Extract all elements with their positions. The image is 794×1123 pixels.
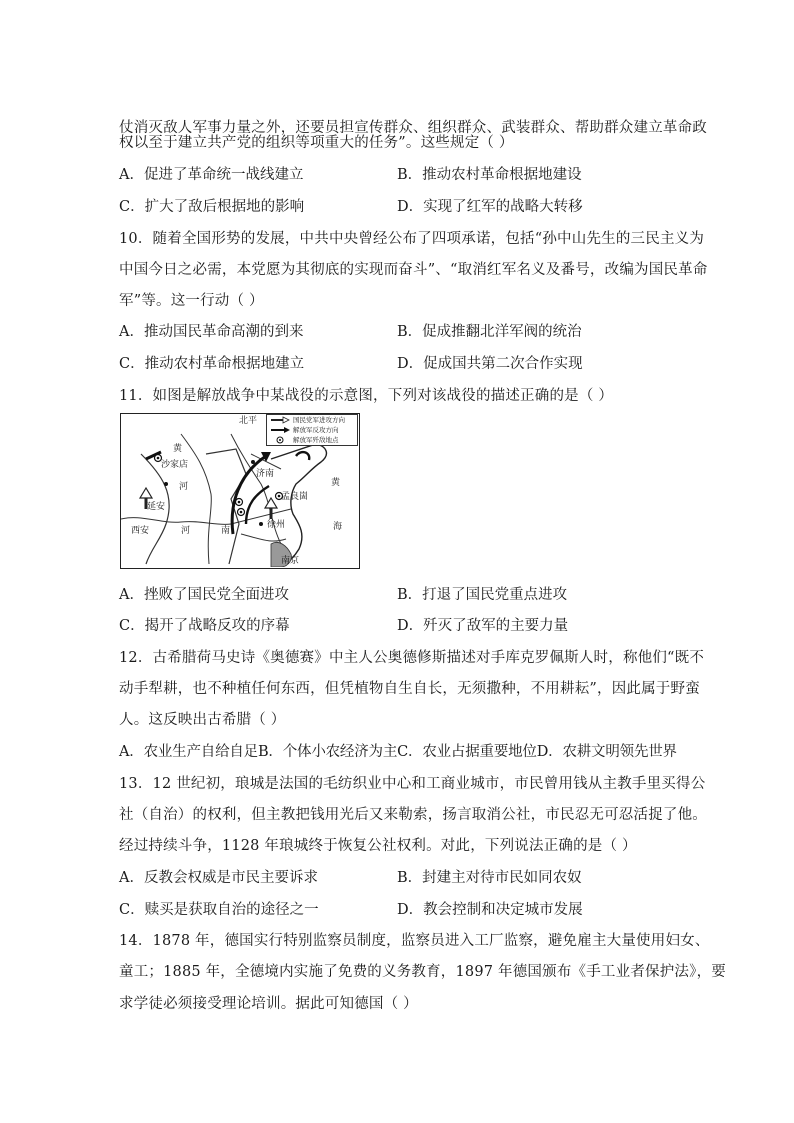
- q11-option-d[interactable]: D．歼灭了敌军的主要力量: [397, 618, 569, 634]
- q11-option-a[interactable]: A．挫败了国民党全面进攻: [119, 587, 289, 603]
- map-label-jinan: 济南: [256, 469, 275, 479]
- q13-line-2: 社（自治）的权利，但主教把钱用光后又来勒索，扬言取消公社，市民忍无可忍活捉了他。: [119, 807, 707, 823]
- q12-line-1: 12．古希腊荷马史诗《奥德赛》中主人公奥德修斯描述对手库克罗佩斯人时，称他们“既不: [119, 650, 705, 666]
- q12-options[interactable]: A．农业生产自给自足B．个体小农经济为主C．农业占据重要地位D．农耕文明领先世界: [119, 744, 677, 760]
- map-label-xuzhou: 徐州: [267, 520, 286, 530]
- campaign-map: [120, 413, 360, 569]
- legend-item-gmd-attack: 国民党军进攻方向: [293, 416, 345, 424]
- q12-line-2: 动手犁耕，也不种植任何东西，但凭植物自生自长，无须撒种，不用耕耘”，因此属于野蛮: [119, 681, 700, 697]
- q9-option-c[interactable]: C．扩大了敌后根据地的影响: [119, 199, 305, 215]
- q14-line-2: 童工；1885 年，全德境内实施了免费的义务教育，1897 年德国颁布《手工业者保护法》，要: [119, 964, 726, 980]
- map-label-hai: 海: [333, 522, 343, 532]
- q11-option-b[interactable]: B．打退了国民党重点进攻: [397, 587, 568, 603]
- q10-option-d[interactable]: D．促成国共第二次合作实现: [397, 356, 583, 372]
- q9-option-b[interactable]: B．推动农村革命根据地建设: [397, 167, 582, 183]
- q13-option-b[interactable]: B．封建主对待市民如同农奴: [397, 870, 582, 886]
- map-label-he-2: 河: [181, 526, 191, 536]
- q10-option-b[interactable]: B．促成推翻北洋军阀的统治: [397, 324, 582, 340]
- q13-line-3: 经过持续斗争，1128 年琅城终于恢复公社权利。对此，下列说法正确的是（ ）: [119, 838, 637, 854]
- map-label-huang-sea: 黄: [331, 478, 341, 488]
- q10-line-2: 中国今日之必需，本党愿为其彻底的实现而奋斗”、“取消红军名义及番号，改编为国民革命: [119, 262, 708, 278]
- q10-line-1: 10．随着全国形势的发展，中共中央曾经公布了四项承诺，包括“孙中山先生的三民主义为: [119, 231, 705, 247]
- map-label-nanjing: 南京: [281, 556, 300, 566]
- map-legend: [266, 414, 358, 446]
- q9-line-2: 权以至于建立共产党的组织等项重大的任务”。这些规定（ ）: [119, 135, 514, 151]
- q13-option-a[interactable]: A．反教会权威是市民主要诉求: [119, 870, 318, 886]
- q13-line-1: 13．12 世纪初，琅城是法国的毛纺织业中心和工商业城市，市民曾用钱从主教手里买得公: [119, 776, 706, 792]
- map-label-xian: 西安: [131, 526, 150, 536]
- q11-option-c[interactable]: C．揭开了战略反攻的序幕: [119, 618, 290, 634]
- q10-line-3: 军”等。这一行动（ ）: [119, 293, 264, 309]
- map-label-shajiadian: 沙家店: [161, 460, 189, 470]
- map-label-beiping: 北平: [239, 416, 258, 426]
- map-label-he: 河: [179, 482, 189, 492]
- q9-option-d[interactable]: D．实现了红军的战略大转移: [397, 199, 583, 215]
- q14-line-3: 求学徒必须接受理论培训。据此可知德国（ ）: [119, 996, 418, 1012]
- map-label-yanan: 延安: [147, 502, 166, 512]
- legend-item-pla-counter: 解放军反攻方向: [293, 426, 339, 434]
- q9-option-a[interactable]: A．促进了革命统一战线建立: [119, 167, 304, 183]
- map-label-menglianggu: 孟良崮: [281, 492, 309, 502]
- q9-line-1: 仗消灭敌人军事力量之外，还要员担宣传群众、组织群众、武装群众、帮助群众建立革命政: [119, 120, 707, 136]
- q12-line-3: 人。这反映出古希腊（ ）: [119, 712, 286, 728]
- q14-line-1: 14．1878 年，德国实行特别监察员制度，监察员进入工厂监察，避免雇主大量使用妇女、: [119, 933, 710, 949]
- legend-item-battle-site: 解放军歼敌地点: [293, 436, 339, 444]
- q10-option-c[interactable]: C．推动农村革命根据地建立: [119, 356, 305, 372]
- q13-option-c[interactable]: C．赎买是获取自治的途径之一: [119, 902, 319, 918]
- map-label-huang-river: 黄: [173, 444, 183, 454]
- q11-line-1: 11．如图是解放战争中某战役的示意图，下列对该战役的描述正确的是（ ）: [119, 388, 614, 404]
- q13-option-d[interactable]: D．教会控制和决定城市发展: [397, 902, 583, 918]
- q10-option-a[interactable]: A．推动国民革命高潮的到来: [119, 324, 304, 340]
- map-label-nan: 南: [221, 526, 231, 536]
